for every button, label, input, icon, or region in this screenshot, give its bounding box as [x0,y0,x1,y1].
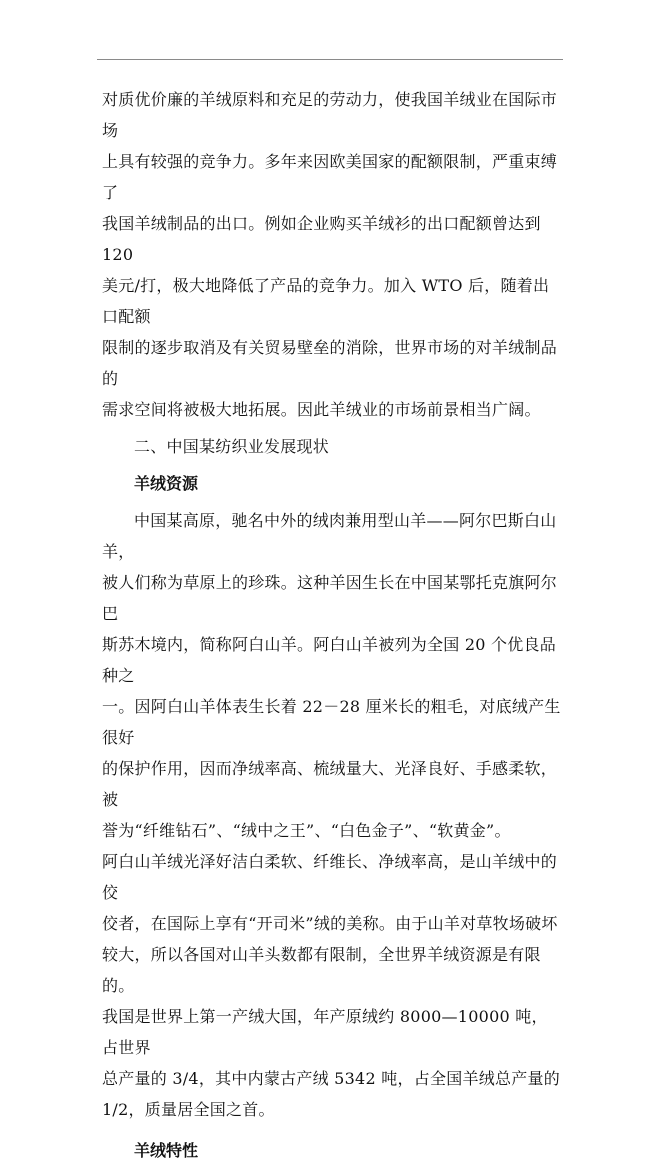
text-line: 被人们称为草原上的珍珠。这种羊因生长在中国某鄂托克旗阿尔巴 [102,573,558,623]
text-line: 需求空间将被极大地拓展。因此羊绒业的市场前景相当广阔。 [102,400,541,419]
text-line: 美元/打，极大地降低了产品的竞争力。加入 WTO 后，随着出口配额 [102,276,550,326]
text-line: 誉为“纤维钻石”、“绒中之王”、“白色金子”、“软黄金”。 [102,821,511,840]
document-body [102,84,562,1166]
text-line: 阿白山羊绒光泽好洁白柔软、纤维长、净绒率高，是山羊绒中的佼 [102,852,558,902]
paragraph-export-market [102,84,562,425]
subheading-cashmere-resources: 羊绒资源 [134,474,199,493]
text-line: 1/2，质量居全国之首。 [102,1100,275,1119]
text-line: 总产量的 3/4，其中内蒙古产绒 5342 吨，占全国羊绒总产量的 [102,1069,560,1088]
text-line: 我国羊绒制品的出口。例如企业购买羊绒衫的出口配额曾达到 120 [102,214,541,264]
subheading-cashmere-properties: 羊绒特性 [134,1141,199,1160]
paragraph-cashmere-resources [102,505,562,1125]
text-line: 限制的逐步取消及有关贸易壁垒的消除，世界市场的对羊绒制品的 [102,338,558,388]
text-line: 上具有较强的竞争力。多年来因欧美国家的配额限制，严重束缚了 [102,152,558,202]
header-rule [97,59,563,60]
section-title: 二、中国某纺织业发展现状 [134,437,330,456]
text-line: 对质优价廉的羊绒原料和充足的劳动力，使我国羊绒业在国际市场 [102,90,558,140]
text-line: 中国某高原，驰名中外的绒肉兼用型山羊——阿尔巴斯白山羊， [102,511,557,561]
text-line: 较大，所以各国对山羊头数都有限制，全世界羊绒资源是有限的。 [102,945,541,995]
text-line: 佼者，在国际上享有“开司米”绒的美称。由于山羊对草牧场破坏 [102,914,558,933]
text-line: 斯苏木境内，简称阿白山羊。阿白山羊被列为全国 20 个优良品种之 [102,635,557,685]
text-line: 一。因阿白山羊体表生长着 22－28 厘米长的粗毛，对底绒产生很好 [102,697,561,747]
text-line: 的保护作用，因而净绒率高、梳绒量大、光泽良好、手感柔软，被 [102,759,558,809]
text-line: 我国是世界上第一产绒大国，年产原绒约 8000—10000 吨，占世界 [102,1007,548,1057]
